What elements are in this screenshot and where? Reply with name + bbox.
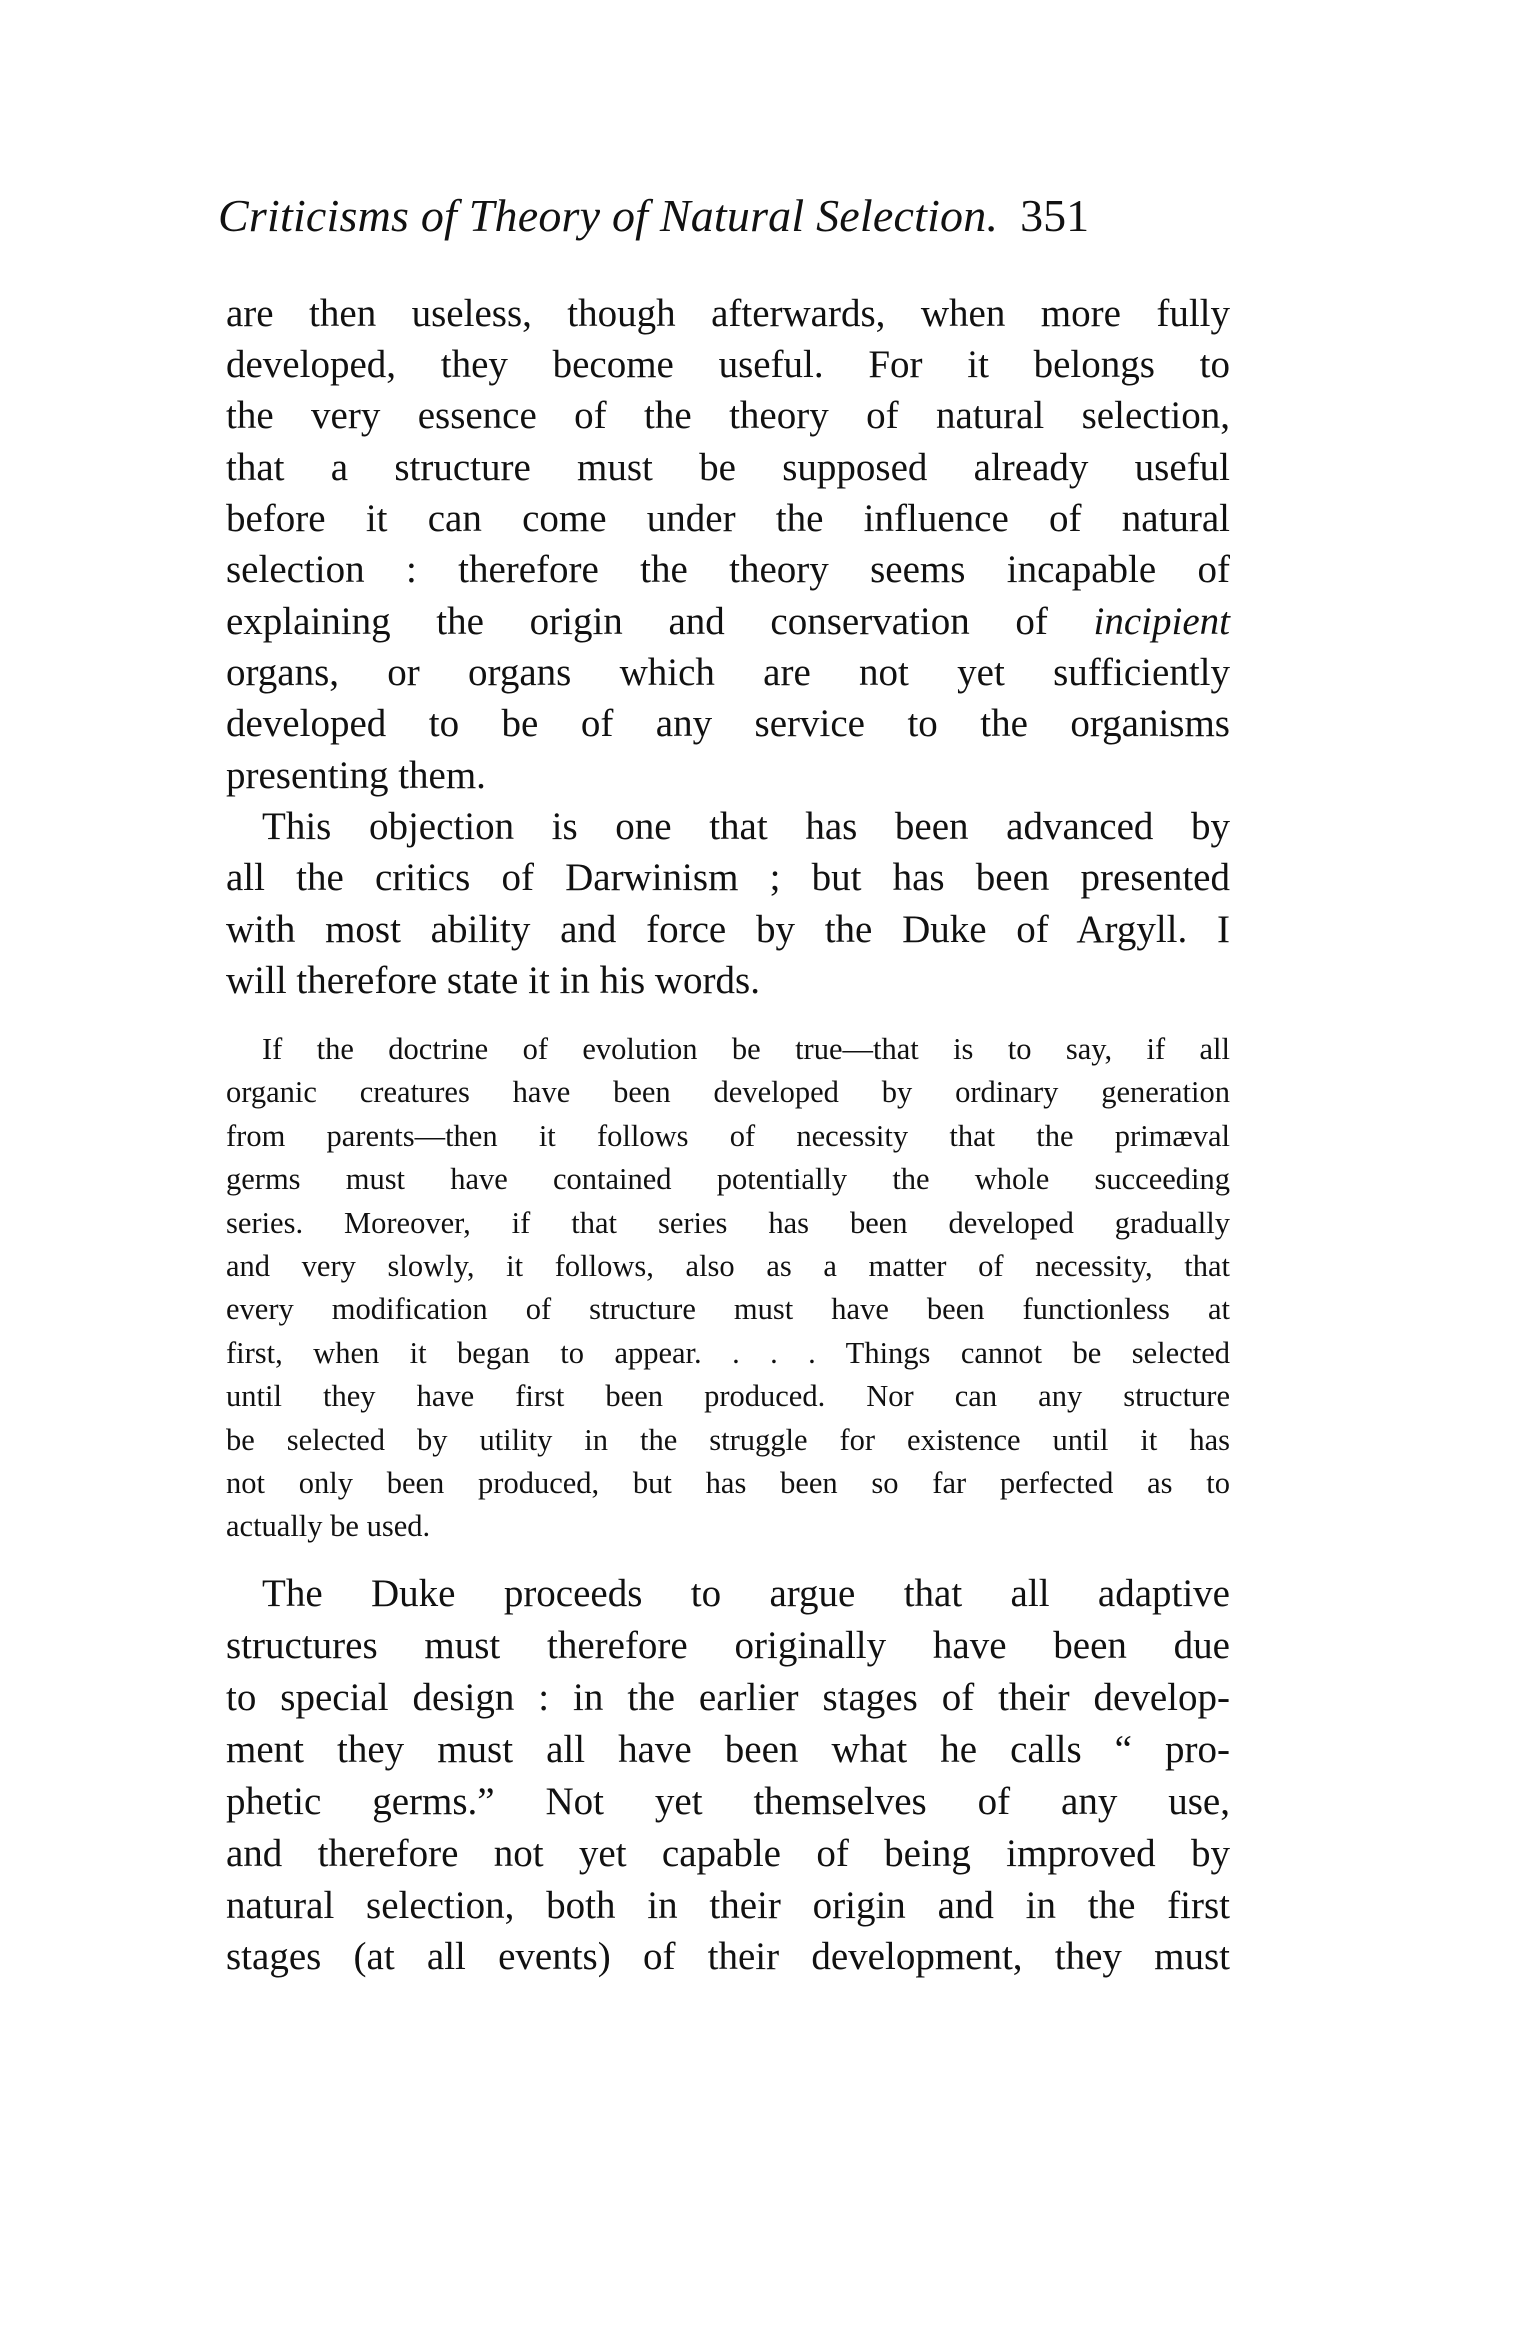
text-line: selection : therefore the theory seems incapable of <box>226 548 1230 591</box>
text-line: before it can come under the influence of natural <box>226 497 1230 540</box>
text-line: structures must therefore originally have been due <box>226 1624 1230 1667</box>
quote-line: until they have first been produced. Nor can any structure <box>226 1379 1230 1413</box>
text-line <box>226 596 1230 648</box>
quote-line: germs must have contained potentially the whole succeeding <box>226 1162 1230 1196</box>
text-line: all the critics of Darwinism ; but has been presented <box>226 856 1230 899</box>
text-line: that a structure must be supposed already useful <box>226 446 1230 489</box>
quote-line: be selected by utility in the struggle for existence until it has <box>226 1423 1230 1457</box>
text-line: organs, or organs which are not yet sufficiently <box>226 651 1230 694</box>
text-line: The Duke proceeds to argue that all adaptive <box>262 1572 1230 1615</box>
text-line: and therefore not yet capable of being improved by <box>226 1832 1230 1875</box>
quote-line: actually be used. <box>226 1509 431 1543</box>
text-run: explaining the origin and conservation of <box>226 600 1048 643</box>
text-line: developed, they become useful. For it belongs to <box>226 343 1230 386</box>
text-line: developed to be of any service to the organisms <box>226 702 1230 745</box>
page-number: 351 <box>1020 190 1090 241</box>
quote-line: every modification of structure must have been functionless at <box>226 1292 1230 1326</box>
text-line: will therefore state it in his words. <box>226 959 760 1002</box>
quote-line: from parents—then it follows of necessity that the primæval <box>226 1119 1230 1153</box>
italic-word: incipient <box>1093 600 1230 643</box>
text-line: ment they must all have been what he calls “ pro- <box>226 1728 1230 1771</box>
quote-line: organic creatures have been developed by ordinary generation <box>226 1075 1230 1109</box>
quote-line: not only been produced, but has been so far perfected as to <box>226 1466 1230 1500</box>
text-line: with most ability and force by the Duke of Argyll. I <box>226 908 1230 951</box>
text-line: to special design : in the earlier stages of their develop- <box>226 1676 1230 1719</box>
text-line: natural selection, both in their origin and in the first <box>226 1884 1230 1927</box>
text-line: stages (at all events) of their development, they must <box>226 1935 1230 1978</box>
running-head <box>218 186 1218 246</box>
quote-line: first, when it began to appear. . . . Things cannot be selected <box>226 1336 1230 1370</box>
quote-line: and very slowly, it follows, also as a matter of necessity, that <box>226 1249 1230 1283</box>
text-line: are then useless, though afterwards, when more fully <box>226 292 1230 335</box>
text-line: the very essence of the theory of natural selection, <box>226 394 1230 437</box>
quote-line: series. Moreover, if that series has been developed gradually <box>226 1206 1230 1240</box>
text-line: presenting them. <box>226 754 486 797</box>
text-line: phetic germs.” Not yet themselves of any use, <box>226 1780 1230 1823</box>
chapter-title: Criticisms of Theory of Natural Selection. <box>218 190 999 241</box>
quote-line: If the doctrine of evolution be true—that is to say, if all <box>262 1032 1230 1066</box>
text-line: This objection is one that has been advanced by <box>262 805 1230 848</box>
